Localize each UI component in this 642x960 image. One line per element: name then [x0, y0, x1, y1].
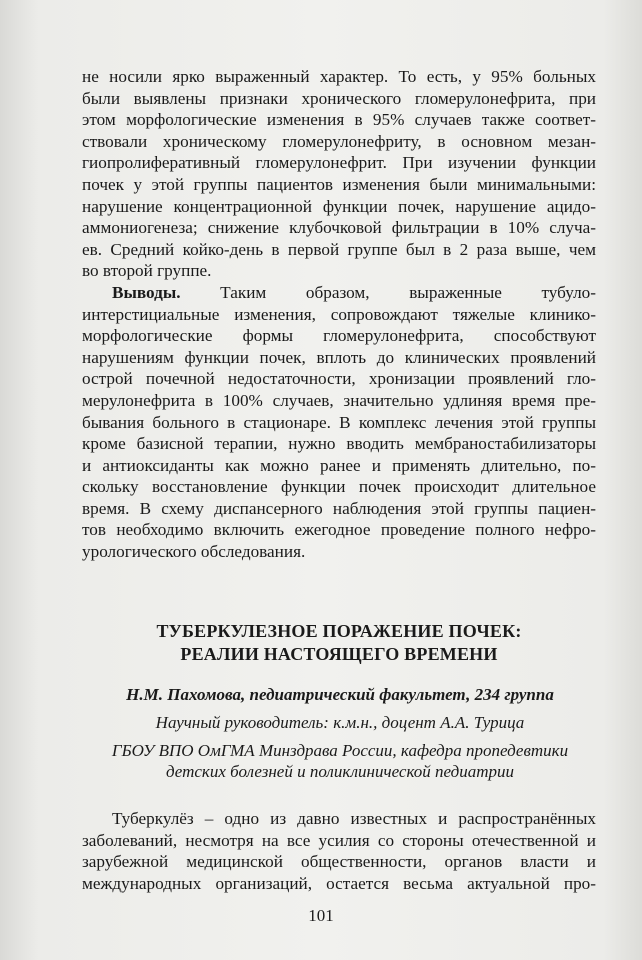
paragraph-results	[82, 66, 596, 563]
affiliation-line: детских болезней и поликлинической педиатрии	[165, 762, 515, 781]
text-line: и антиоксиданты как можно ранее и применять длительно, по-	[82, 455, 596, 475]
text-line: интерстициальные изменения, сопровождают тяжелые клинико-	[82, 304, 596, 324]
text-line: скольку восстановление функции почек происходит длительное	[82, 477, 596, 497]
article-title-line: РЕАЛИИ НАСТОЯЩЕГО ВРЕМЕНИ	[180, 644, 498, 664]
article-title-line: ТУБЕРКУЛЕЗНОЕ ПОРАЖЕНИЕ ПОЧЕК:	[156, 621, 522, 641]
article-author: Н.М. Пахомова, педиатрический факультет, 234 группа	[126, 685, 554, 704]
paragraph-intro	[82, 808, 596, 894]
conclusion-first-line	[82, 282, 596, 304]
text-line: ствовали хроническому гломерулонефриту, в основном мезан-	[82, 131, 596, 151]
article-title	[82, 620, 596, 666]
text-line: нарушениям функции почек, вплоть до клинических проявлений	[82, 347, 596, 367]
text-line: Туберкулёз – одно из давно известных и распространённых	[112, 809, 596, 828]
article-supervisor: Научный руководитель: к.м.н., доцент А.А. Турица	[155, 713, 525, 732]
affiliation-line: ГБОУ ВПО ОмГМА Минздрава России, кафедра пропедевтики	[111, 741, 569, 760]
text-line: заболеваний, несмотря на все усилия со стороны отечественной и	[82, 830, 596, 850]
text-line: международных организаций, остается весьма актуальной про-	[82, 873, 596, 893]
text-line: урологического обследования.	[82, 542, 306, 562]
text-line: нарушение концентрационной функции почек, нарушение ацидо-	[82, 196, 596, 216]
text-line: ев. Средний койко-день в первой группе был в 2 раза выше, чем	[82, 239, 596, 259]
text-line: гиопролиферативный гломерулонефрит. При изучении функции	[82, 153, 596, 173]
text-line: этом морфологические изменения в 95% случаев также соответ-	[82, 110, 596, 130]
text-line: во второй группе.	[82, 261, 212, 281]
text-line: время. В схему диспансерного наблюдения этой группы пациен-	[82, 498, 596, 518]
text-line: бывания больного в стационаре. В комплекс лечения этой группы	[82, 412, 596, 432]
conclusion-heading: Выводы.	[112, 282, 181, 302]
text-line: почек у этой группы пациентов изменения были минимальными:	[82, 174, 596, 194]
text-line: аммониогенеза; снижение клубочковой фильтрации в 10% случа-	[82, 218, 596, 238]
text-line: морфологические формы гломерулонефрита, способствуют	[82, 326, 596, 346]
page-number: 101	[308, 906, 334, 925]
text-line: не носили ярко выраженный характер. То есть, у 95% больных	[82, 67, 596, 86]
conclusion-first-text: Таким образом, выраженные тубуло-	[220, 282, 596, 302]
text-line: кроме базисной терапии, нужно вводить мембраностабилизаторы	[82, 434, 596, 454]
text-line: острой почечной недостаточности, хронизации проявлений гло-	[82, 369, 596, 389]
text-line: мерулонефрита в 100% случаев, значительно удлиняя время пре-	[82, 390, 596, 410]
text-line: тов необходимо включить ежегодное проведение полного нефро-	[82, 520, 596, 540]
text-line: были выявлены признаки хронического гломерулонефрита, при	[82, 88, 596, 108]
article-affiliation	[60, 740, 620, 782]
text-line: зарубежной медицинской общественности, органов власти и	[82, 852, 596, 872]
